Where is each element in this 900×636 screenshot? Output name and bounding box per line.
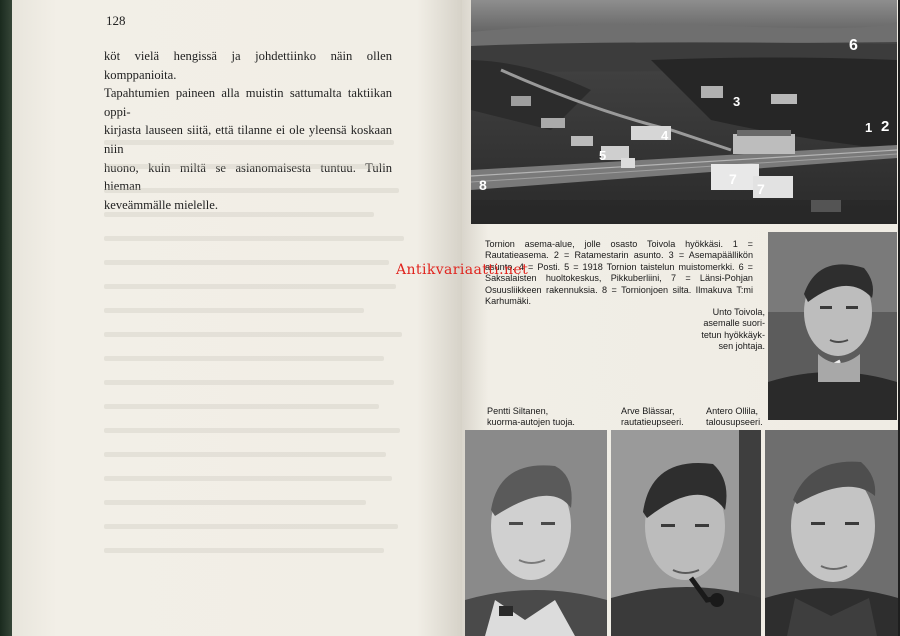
aerial-photo-tornio-station: [471, 0, 897, 224]
body-line: huono, kuin miltä se asianomaisesta tuntuu. Tulin hieman: [104, 160, 392, 194]
body-line: kirjasta lauseen siitä, että tilanne ei ole yleensä koskaan niin: [104, 123, 392, 156]
map-number-8: 8: [479, 177, 487, 193]
portrait-arve-blassar: [611, 430, 761, 636]
caption-line: Unto Toivola,: [712, 307, 765, 317]
caption-siltanen: [487, 406, 607, 429]
body-line: keveämmälle mielelle.: [104, 197, 218, 212]
page-number: 128: [106, 13, 126, 28]
map-number-7a: 7: [729, 171, 737, 187]
caption-line: rautatieupseeri.: [621, 417, 684, 428]
map-number-6: 6: [849, 37, 858, 54]
photo-caption: Tornion asema-alue, jolle osasto Toivola hyökkäsi. 1 = Rautatieasema. 2 = Ratamestarin asunto. 3 = Asemapäällikön asunto. 4 = Posti. 5 = 1918 Tornion taistelun muistomerkki. 6 = Saksalaisten huoltokeskus, Pikkuberliini, 7 = Länsi-Pohjan Osuusliikkeen rakennuksia. 8 = Tornionjoen silta. Ilmakuva T:mi Karhumäki.: [485, 239, 753, 307]
portrait-pentti-siltanen: [465, 430, 607, 636]
caption-ollila: [706, 406, 766, 429]
caption-line: kuorma-autojen tuoja.: [487, 417, 575, 428]
body-line: köt vielä hengissä ja johdettiinko näin ollen komppanioita.: [104, 49, 392, 82]
map-number-3: 3: [733, 94, 741, 109]
caption-line: tetun hyökkäyk-: [701, 329, 765, 340]
caption-line: asemalle suori-: [703, 318, 765, 329]
caption-line: Pentti Siltanen,: [487, 406, 549, 416]
portrait-unto-toivola: [768, 232, 897, 420]
caption-line: sen johtaja.: [718, 340, 765, 351]
caption-line: Antero Ollila,: [706, 406, 759, 416]
map-number-1: 1: [865, 120, 873, 135]
caption-line: Arve Blässar,: [621, 406, 675, 416]
body-line: Tapahtumien paineen alla muistin sattumalta taktiikan oppi-: [104, 86, 392, 119]
watermark: Antikvariaatti.net: [396, 262, 529, 278]
caption-blassar: [621, 406, 701, 429]
map-number-2: 2: [881, 118, 890, 135]
caption-line: talousupseeri.: [706, 417, 763, 428]
map-number-4: 4: [661, 128, 669, 143]
map-number-5: 5: [599, 148, 607, 163]
map-number-7b: 7: [757, 181, 765, 197]
portrait-antero-ollila: [765, 430, 898, 636]
caption-toivola: [675, 307, 765, 352]
